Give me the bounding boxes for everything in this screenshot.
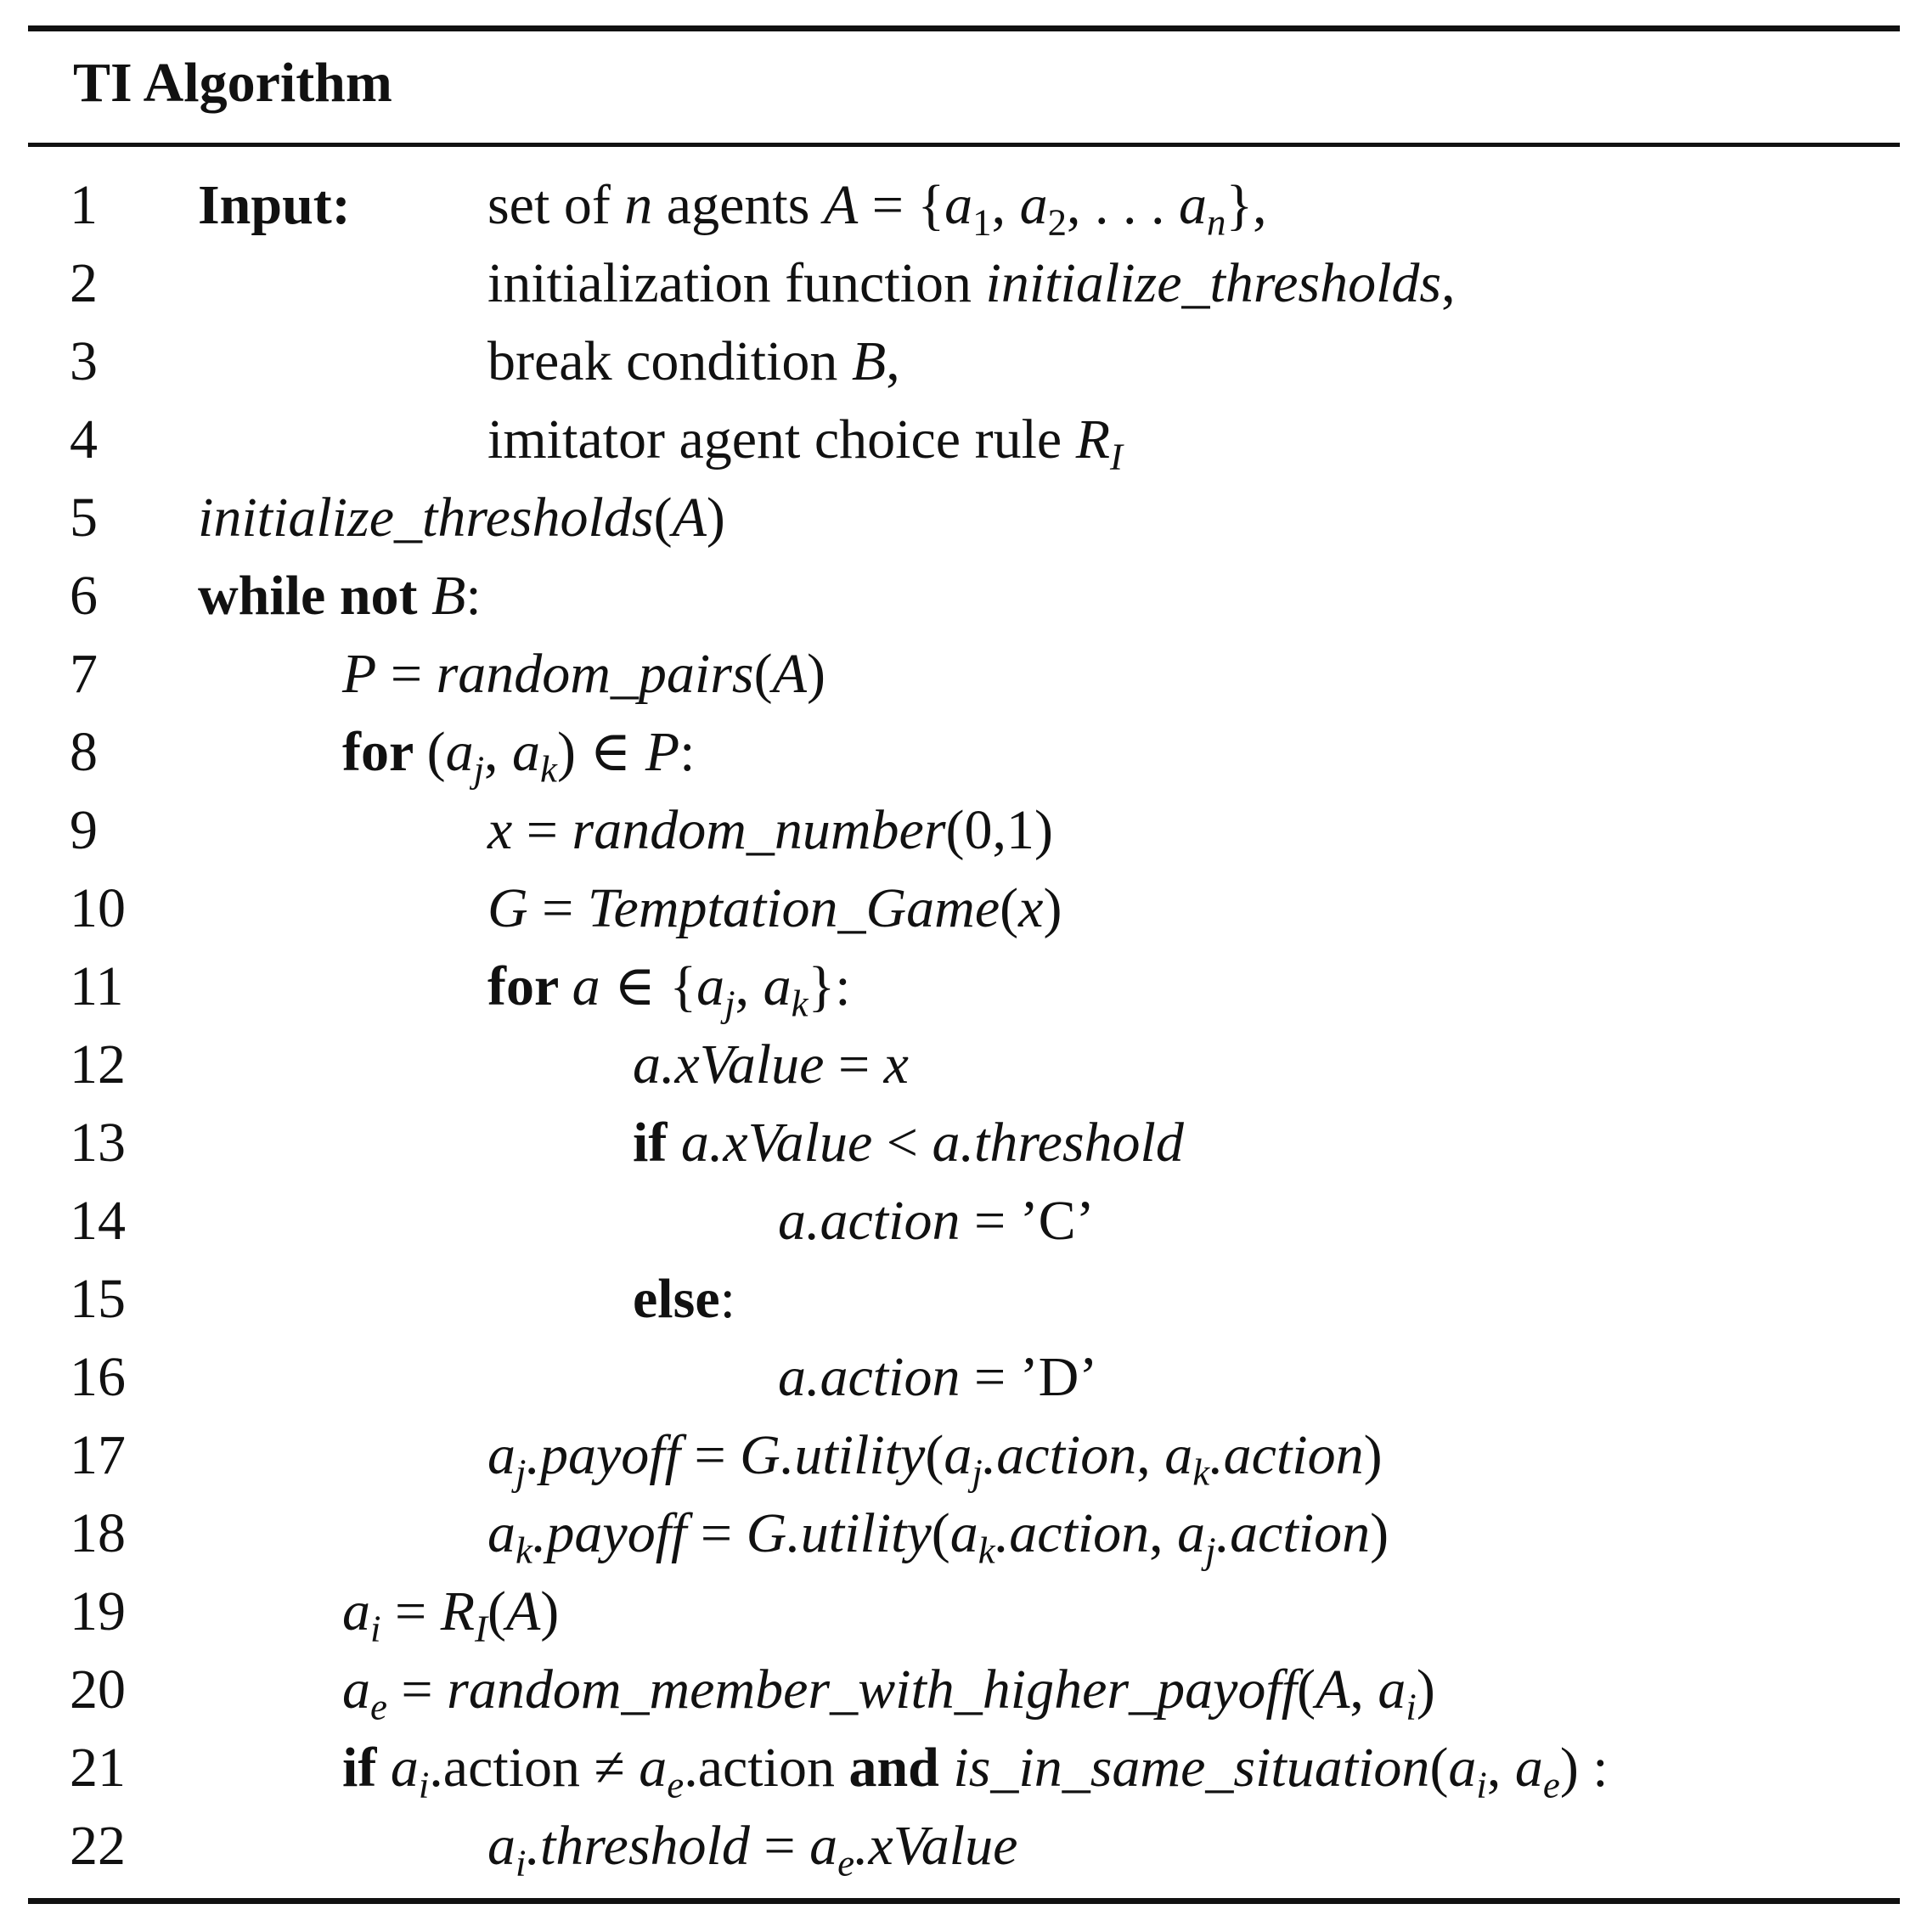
line-18 xyxy=(28,1495,1900,1573)
code-token: ( xyxy=(753,643,773,705)
code-token: a xyxy=(512,721,541,783)
code-token: = xyxy=(824,1034,884,1096)
algorithm-title: TI Algorithm xyxy=(73,52,392,114)
line-number: 3 xyxy=(70,330,98,392)
code-token: a xyxy=(1177,1502,1206,1564)
algorithm-box xyxy=(28,25,1900,1904)
line-16 xyxy=(28,1338,1900,1417)
code-token: , xyxy=(1441,252,1456,314)
code-token: = ’C’ xyxy=(960,1190,1095,1252)
code-token: , xyxy=(991,174,1020,236)
line-code xyxy=(487,870,1062,948)
code-token: R xyxy=(1075,408,1111,470)
code-token: a.action xyxy=(778,1190,961,1252)
line-number: 1 xyxy=(70,174,98,236)
code-token: Temptation_Game xyxy=(587,877,1000,939)
line-6 xyxy=(28,557,1900,635)
code-token: I xyxy=(1110,435,1123,478)
code-token: a xyxy=(342,1659,370,1721)
code-token: , xyxy=(735,955,763,1017)
code-token: : xyxy=(679,721,696,783)
line-code xyxy=(633,1260,735,1338)
code-token: ( xyxy=(1429,1737,1449,1799)
code-token: ) xyxy=(1363,1424,1383,1486)
code-token: a xyxy=(1514,1737,1543,1799)
code-token: i xyxy=(1476,1763,1487,1806)
code-token: initialization function xyxy=(487,252,986,314)
code-token: and xyxy=(848,1737,954,1799)
code-token: a xyxy=(487,1424,516,1486)
code-token: else xyxy=(633,1268,720,1330)
code-token: is_in_same_situation xyxy=(953,1737,1430,1799)
line-code xyxy=(342,713,695,791)
line-1 xyxy=(28,166,1900,245)
code-token: a xyxy=(487,1815,516,1877)
code-token: while not xyxy=(198,565,432,627)
line-2 xyxy=(28,245,1900,323)
code-token: k xyxy=(540,747,557,791)
code-token: a xyxy=(1019,174,1048,236)
code-token: ) xyxy=(806,643,825,705)
line-number: 18 xyxy=(70,1502,126,1564)
code-token: n xyxy=(1207,200,1226,244)
line-number: 5 xyxy=(70,487,98,549)
code-token: a xyxy=(1378,1659,1406,1721)
code-token: e xyxy=(370,1685,387,1728)
code-token: a xyxy=(390,1737,419,1799)
line-code xyxy=(778,1338,1097,1417)
code-token: G xyxy=(487,877,528,939)
header-rule xyxy=(28,143,1900,147)
code-token: a xyxy=(809,1815,838,1877)
code-token: k xyxy=(791,982,809,1025)
code-token: i xyxy=(516,1841,527,1884)
code-token: a xyxy=(949,1502,978,1564)
code-token: a xyxy=(572,955,600,1017)
code-token: if xyxy=(342,1737,391,1799)
code-token: ) xyxy=(540,1580,560,1642)
code-token: = xyxy=(527,877,588,939)
line-number: 20 xyxy=(70,1659,126,1721)
line-9 xyxy=(28,791,1900,870)
code-token: , xyxy=(1349,1659,1378,1721)
code-token: , xyxy=(1136,1424,1165,1486)
code-token: .action xyxy=(994,1502,1150,1564)
line-number: 22 xyxy=(70,1815,126,1877)
code-token: .action xyxy=(1215,1502,1371,1564)
top-rule xyxy=(28,25,1900,31)
code-token: ( xyxy=(487,1580,506,1642)
code-token: a xyxy=(342,1580,370,1642)
code-token: i xyxy=(418,1763,430,1806)
line-number: 2 xyxy=(70,252,98,314)
line-14 xyxy=(28,1182,1900,1260)
code-token: a.action xyxy=(778,1346,961,1408)
code-token: a xyxy=(1164,1424,1193,1486)
line-code xyxy=(633,1026,909,1104)
line-8 xyxy=(28,713,1900,791)
line-4 xyxy=(28,401,1900,479)
code-token: A xyxy=(672,487,707,549)
code-token: imitator agent choice rule xyxy=(487,408,1076,470)
code-token: x xyxy=(883,1034,909,1096)
code-token: a xyxy=(763,955,792,1017)
line-number: 10 xyxy=(70,877,126,939)
code-token: .payoff xyxy=(526,1424,680,1486)
line-code xyxy=(487,1807,1017,1885)
line-number: 19 xyxy=(70,1580,126,1642)
code-token: ( xyxy=(1297,1659,1316,1721)
code-token: ) xyxy=(706,487,725,549)
line-19 xyxy=(28,1573,1900,1651)
code-token: .action xyxy=(684,1737,849,1799)
code-token: j xyxy=(724,982,735,1025)
code-token: j xyxy=(516,1450,527,1494)
code-token: 2 xyxy=(1047,200,1068,244)
code-token: x xyxy=(1018,877,1044,939)
code-token: G.utility xyxy=(746,1502,932,1564)
code-token: ) : xyxy=(1559,1737,1609,1799)
line-code xyxy=(487,401,1123,479)
line-code xyxy=(198,557,482,635)
line-code xyxy=(342,1729,1609,1807)
code-token: , xyxy=(1486,1737,1515,1799)
code-token: j xyxy=(1205,1529,1216,1572)
code-token: A xyxy=(505,1580,541,1642)
code-token: a xyxy=(487,1502,516,1564)
code-token: , xyxy=(886,330,900,392)
line-code xyxy=(487,166,1267,245)
line-code xyxy=(342,635,825,713)
code-token: = xyxy=(749,1815,810,1877)
line-17 xyxy=(28,1417,1900,1495)
line-code xyxy=(487,948,851,1026)
code-token: k xyxy=(1192,1450,1210,1494)
code-token: B xyxy=(851,330,887,392)
code-token: R xyxy=(440,1580,476,1642)
code-token: .action ≠ xyxy=(429,1737,640,1799)
line-code xyxy=(778,1182,1095,1260)
line-code xyxy=(487,245,1456,323)
code-token: ( xyxy=(925,1424,944,1486)
code-token: ( xyxy=(931,1502,950,1564)
code-token: random_pairs xyxy=(436,643,754,705)
input-label: Input: xyxy=(198,174,351,236)
code-token: set of xyxy=(487,174,625,236)
line-code xyxy=(487,1495,1389,1573)
code-token: B xyxy=(431,565,466,627)
code-token: , xyxy=(1149,1502,1178,1564)
code-token: i xyxy=(1406,1685,1417,1728)
line-22 xyxy=(28,1807,1900,1885)
line-number: 7 xyxy=(70,643,98,705)
code-token: = xyxy=(380,1580,441,1642)
line-20 xyxy=(28,1651,1900,1729)
line-10 xyxy=(28,870,1900,948)
line-number: 6 xyxy=(70,565,98,627)
code-token: : xyxy=(465,565,482,627)
code-token: I xyxy=(475,1607,487,1650)
line-number: 14 xyxy=(70,1190,126,1252)
code-token: A xyxy=(1316,1659,1350,1721)
code-token: ( xyxy=(426,721,446,783)
line-code xyxy=(198,479,725,557)
line-number: 13 xyxy=(70,1112,126,1174)
code-token: ) ∈ xyxy=(556,721,645,783)
line-code xyxy=(487,1417,1383,1495)
code-token: n xyxy=(624,174,653,236)
code-token: for xyxy=(487,955,572,1017)
line-number: 21 xyxy=(70,1737,126,1799)
code-token: k xyxy=(516,1529,532,1572)
code-token: = ’D’ xyxy=(960,1346,1098,1408)
code-token: .action xyxy=(1209,1424,1364,1486)
code-token: 1 xyxy=(972,200,992,244)
code-token: a.threshold xyxy=(932,1112,1184,1174)
line-number: 4 xyxy=(70,408,98,470)
line-number: 16 xyxy=(70,1346,126,1408)
code-token: }, xyxy=(1226,174,1267,236)
line-code xyxy=(342,1651,1435,1729)
code-token: A xyxy=(823,174,859,236)
line-13 xyxy=(28,1104,1900,1182)
code-token: = xyxy=(376,643,437,705)
line-code xyxy=(487,791,1053,870)
code-token: if xyxy=(633,1112,681,1174)
line-number: 8 xyxy=(70,721,98,783)
code-token: a xyxy=(1448,1737,1477,1799)
code-token: random_member_with_higher_payoff xyxy=(447,1659,1298,1721)
code-token: .xValue xyxy=(854,1815,1018,1877)
code-token: initialize_thresholds xyxy=(985,252,1442,314)
code-token: A xyxy=(772,643,807,705)
code-token: e xyxy=(837,1841,855,1884)
code-token: .payoff xyxy=(532,1502,687,1564)
code-token: G.utility xyxy=(740,1424,926,1486)
line-21 xyxy=(28,1729,1900,1807)
code-token: j xyxy=(473,747,485,791)
code-token: , . . . xyxy=(1067,174,1180,236)
code-token: = xyxy=(686,1502,747,1564)
code-token: k xyxy=(978,1529,995,1572)
code-token: P xyxy=(645,721,680,783)
code-token: a xyxy=(944,174,973,236)
code-token: ) xyxy=(1370,1502,1389,1564)
code-token: (0,1) xyxy=(945,799,1053,861)
line-code xyxy=(633,1104,1184,1182)
code-token: ( xyxy=(653,487,673,549)
code-token: e xyxy=(667,1763,685,1806)
code-token: e xyxy=(1542,1763,1560,1806)
code-token: a xyxy=(445,721,474,783)
code-token: a.xValue xyxy=(680,1112,873,1174)
code-token: a xyxy=(1179,174,1208,236)
code-token: P xyxy=(342,643,377,705)
code-token: ( xyxy=(1000,877,1019,939)
code-token: }: xyxy=(808,955,851,1017)
line-11 xyxy=(28,948,1900,1026)
code-token: = xyxy=(679,1424,741,1486)
code-token: initialize_thresholds xyxy=(198,487,654,549)
code-token: ∈ { xyxy=(600,955,697,1017)
code-token: ) xyxy=(1416,1659,1435,1721)
code-token: ) xyxy=(1043,877,1062,939)
code-token: = xyxy=(512,799,572,861)
code-token: agents xyxy=(652,174,824,236)
bottom-rule xyxy=(28,1898,1900,1904)
line-number: 9 xyxy=(70,799,98,861)
code-token: a xyxy=(639,1737,668,1799)
code-token: random_number xyxy=(572,799,946,861)
line-3 xyxy=(28,323,1900,401)
code-token: = { xyxy=(858,174,945,236)
code-token: for xyxy=(342,721,427,783)
line-5 xyxy=(28,479,1900,557)
line-number: 15 xyxy=(70,1268,126,1330)
line-15 xyxy=(28,1260,1900,1338)
code-token: .action xyxy=(982,1424,1137,1486)
line-7 xyxy=(28,635,1900,713)
line-number: 11 xyxy=(70,955,124,1017)
line-code xyxy=(487,323,900,401)
line-number: 12 xyxy=(70,1034,126,1096)
line-12 xyxy=(28,1026,1900,1104)
code-token: break condition xyxy=(487,330,852,392)
code-token: = xyxy=(386,1659,448,1721)
code-token: , xyxy=(484,721,513,783)
code-token: a.xValue xyxy=(633,1034,825,1096)
code-token: .threshold xyxy=(526,1815,750,1877)
code-token: i xyxy=(370,1607,381,1650)
line-number: 17 xyxy=(70,1424,126,1486)
code-token: x xyxy=(487,799,513,861)
code-token: < xyxy=(872,1112,933,1174)
code-token: : xyxy=(719,1268,735,1330)
code-token: a xyxy=(944,1424,972,1486)
code-token: j xyxy=(972,1450,983,1494)
code-token: a xyxy=(696,955,725,1017)
line-code xyxy=(342,1573,559,1651)
